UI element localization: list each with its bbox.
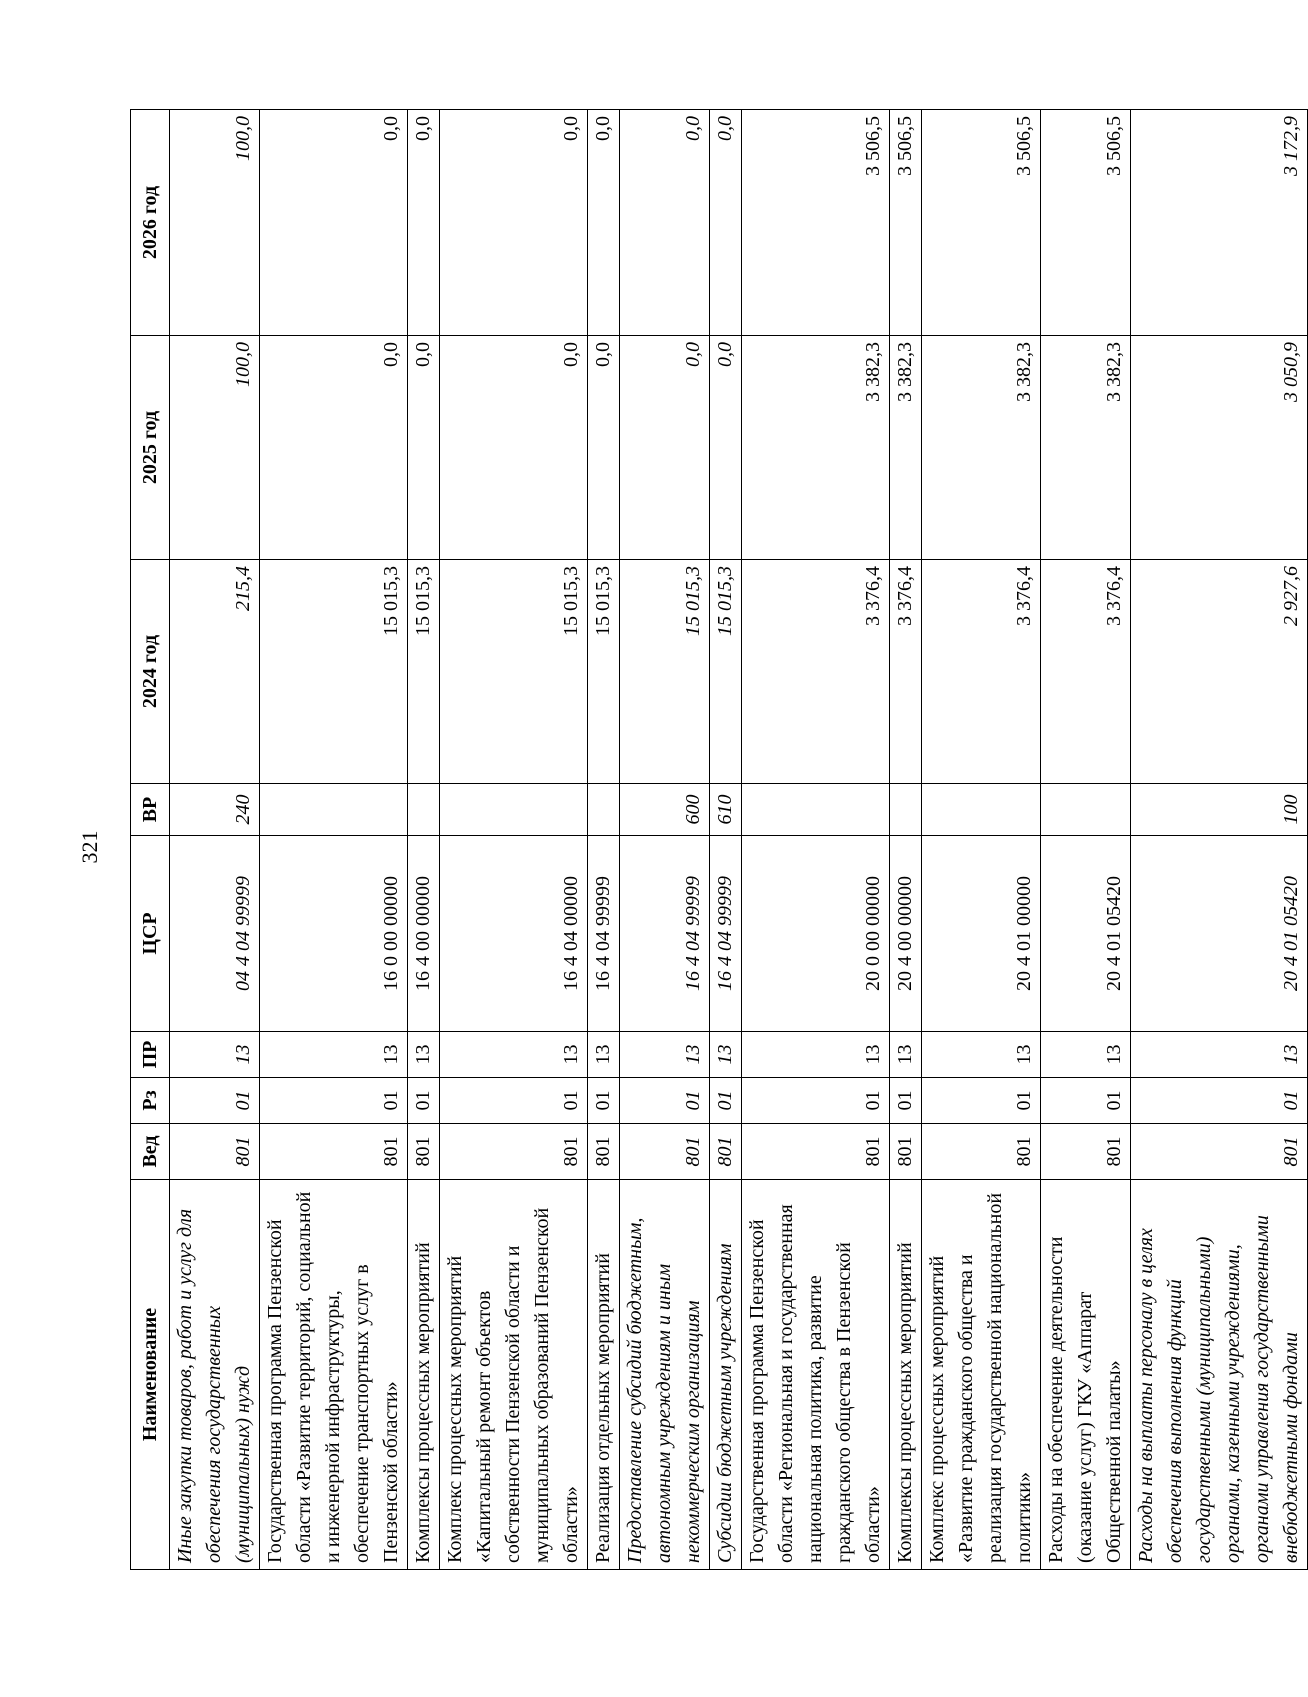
cell-ved: 801 [890,1124,922,1180]
cell-name: Государственная программа Пензенской области «Региональная и государственная национальная политика, развитие гражданского общества в Пензенской области» [742,1180,890,1570]
cell-pr: 13 [742,1032,890,1078]
cell-2024: 15 015,3 [440,560,588,784]
cell-vr [742,784,890,836]
cell-ved: 801 [440,1124,588,1180]
cell-pr: 13 [588,1032,620,1078]
cell-2026: 0,0 [588,110,620,336]
cell-rz: 01 [922,1078,1041,1124]
cell-2026: 3 506,5 [922,110,1041,336]
cell-name: Комплексы процессных мероприятий [890,1180,922,1570]
header-2026: 2026 год [131,110,170,336]
cell-2026: 0,0 [620,110,710,336]
cell-pr: 13 [1131,1032,1308,1078]
cell-2025: 0,0 [260,336,408,560]
cell-rz: 01 [1041,1078,1131,1124]
cell-2024: 15 015,3 [588,560,620,784]
cell-2026: 100,0 [170,110,260,336]
cell-2026: 3 506,5 [1041,110,1131,336]
cell-2024: 3 376,4 [742,560,890,784]
cell-name: Реализация отдельных мероприятий [588,1180,620,1570]
header-pr: ПР [131,1032,170,1078]
cell-rz: 01 [170,1078,260,1124]
cell-pr: 13 [408,1032,440,1078]
header-2025: 2025 год [131,336,170,560]
cell-name: Расходы на выплаты персоналу в целях обеспечения выполнения функций государственными (муниципальными) органами, казенными учреждениями, органами управления государственными внебюджетными фондами [1131,1180,1308,1570]
cell-2025: 0,0 [408,336,440,560]
cell-vr: 240 [170,784,260,836]
cell-csr: 16 4 00 00000 [408,836,440,1032]
cell-2025: 3 382,3 [922,336,1041,560]
table-row [1041,110,1131,1570]
cell-2025: 0,0 [588,336,620,560]
table-row [440,110,588,1570]
cell-ved: 801 [742,1124,890,1180]
cell-vr: 610 [710,784,742,836]
cell-pr: 13 [260,1032,408,1078]
cell-2026: 3 506,5 [742,110,890,336]
cell-pr: 13 [440,1032,588,1078]
cell-2025: 3 382,3 [1041,336,1131,560]
cell-2025: 3 050,9 [1131,336,1308,560]
cell-pr: 13 [890,1032,922,1078]
cell-vr [260,784,408,836]
cell-2024: 2 927,6 [1131,560,1308,784]
cell-2025: 0,0 [620,336,710,560]
cell-2025: 100,0 [170,336,260,560]
cell-ved: 801 [620,1124,710,1180]
cell-pr: 13 [620,1032,710,1078]
cell-csr: 20 0 00 00000 [742,836,890,1032]
cell-pr: 13 [710,1032,742,1078]
cell-name: Субсидии бюджетным учреждениям [710,1180,742,1570]
cell-2025: 3 382,3 [890,336,922,560]
cell-ved: 801 [588,1124,620,1180]
cell-name: Комплексы процессных мероприятий [408,1180,440,1570]
cell-vr [408,784,440,836]
cell-2024: 15 015,3 [260,560,408,784]
cell-rz: 01 [260,1078,408,1124]
cell-name: Иные закупки товаров, работ и услуг для обеспечения государственных (муниципальных) нужд [170,1180,260,1570]
cell-rz: 01 [620,1078,710,1124]
cell-vr [440,784,588,836]
cell-2024: 3 376,4 [890,560,922,784]
cell-2024: 3 376,4 [922,560,1041,784]
cell-2026: 0,0 [440,110,588,336]
cell-2026: 3 172,9 [1131,110,1308,336]
cell-csr: 16 4 04 99999 [620,836,710,1032]
cell-csr: 20 4 01 00000 [922,836,1041,1032]
header-ved: Вед [131,1124,170,1180]
header-csr: ЦСР [131,836,170,1032]
page-number: 321 [77,830,102,864]
cell-vr [588,784,620,836]
cell-ved: 801 [922,1124,1041,1180]
cell-name: Государственная программа Пензенской области «Развитие территорий, социальной и инженерной инфраструктуры, обеспечение транспортных услуг в Пензенской области» [260,1180,408,1570]
cell-ved: 801 [170,1124,260,1180]
cell-2026: 0,0 [260,110,408,336]
cell-2025: 0,0 [710,336,742,560]
cell-2025: 0,0 [440,336,588,560]
cell-rz: 01 [408,1078,440,1124]
cell-ved: 801 [1131,1124,1308,1180]
cell-vr [890,784,922,836]
cell-ved: 801 [260,1124,408,1180]
cell-rz: 01 [440,1078,588,1124]
cell-ved: 801 [1041,1124,1131,1180]
cell-rz: 01 [588,1078,620,1124]
header-rz: Рз [131,1078,170,1124]
cell-csr: 20 4 01 05420 [1131,836,1308,1032]
cell-csr: 16 4 04 99999 [710,836,742,1032]
cell-pr: 13 [922,1032,1041,1078]
table-row [408,110,440,1570]
header-vr: ВР [131,784,170,836]
budget-table [130,109,1308,1570]
cell-2024: 15 015,3 [710,560,742,784]
cell-csr: 20 4 01 05420 [1041,836,1131,1032]
table-row [742,110,890,1570]
cell-csr: 16 4 04 00000 [440,836,588,1032]
cell-vr: 100 [1131,784,1308,836]
cell-2024: 15 015,3 [620,560,710,784]
cell-2026: 0,0 [408,110,440,336]
table-body [170,110,1308,1570]
cell-2024: 3 376,4 [1041,560,1131,784]
cell-csr: 16 4 04 99999 [588,836,620,1032]
cell-2026: 0,0 [710,110,742,336]
cell-csr: 16 0 00 00000 [260,836,408,1032]
cell-2024: 15 015,3 [408,560,440,784]
header-2024: 2024 год [131,560,170,784]
cell-name: Комплекс процессных мероприятий «Развитие гражданского общества и реализация государственной национальной политики» [922,1180,1041,1570]
table-row [620,110,710,1570]
table-row [710,110,742,1570]
cell-ved: 801 [408,1124,440,1180]
cell-csr: 20 4 00 00000 [890,836,922,1032]
table-row [890,110,922,1570]
cell-name: Расходы на обеспечение деятельности (оказание услуг) ГКУ «Аппарат Общественной палаты» [1041,1180,1131,1570]
table-row [1131,110,1308,1570]
cell-ved: 801 [710,1124,742,1180]
cell-vr [922,784,1041,836]
cell-2026: 3 506,5 [890,110,922,336]
cell-rz: 01 [710,1078,742,1124]
cell-csr: 04 4 04 99999 [170,836,260,1032]
cell-vr [1041,784,1131,836]
table-row [588,110,620,1570]
cell-name: Комплекс процессных мероприятий «Капитальный ремонт объектов собственности Пензенской области и муниципальных образований Пензенской области» [440,1180,588,1570]
cell-vr: 600 [620,784,710,836]
cell-rz: 01 [1131,1078,1308,1124]
cell-2024: 215,4 [170,560,260,784]
cell-name: Предоставление субсидий бюджетным, автономным учреждениям и иным некоммерческим организациям [620,1180,710,1570]
cell-rz: 01 [742,1078,890,1124]
cell-rz: 01 [890,1078,922,1124]
header-name: Наименование [131,1180,170,1570]
cell-pr: 13 [1041,1032,1131,1078]
table-row [922,110,1041,1570]
header-row [131,110,170,1570]
table-row [260,110,408,1570]
cell-pr: 13 [170,1032,260,1078]
cell-2025: 3 382,3 [742,336,890,560]
table-row [170,110,260,1570]
rotated-table-wrapper [130,110,1302,1570]
